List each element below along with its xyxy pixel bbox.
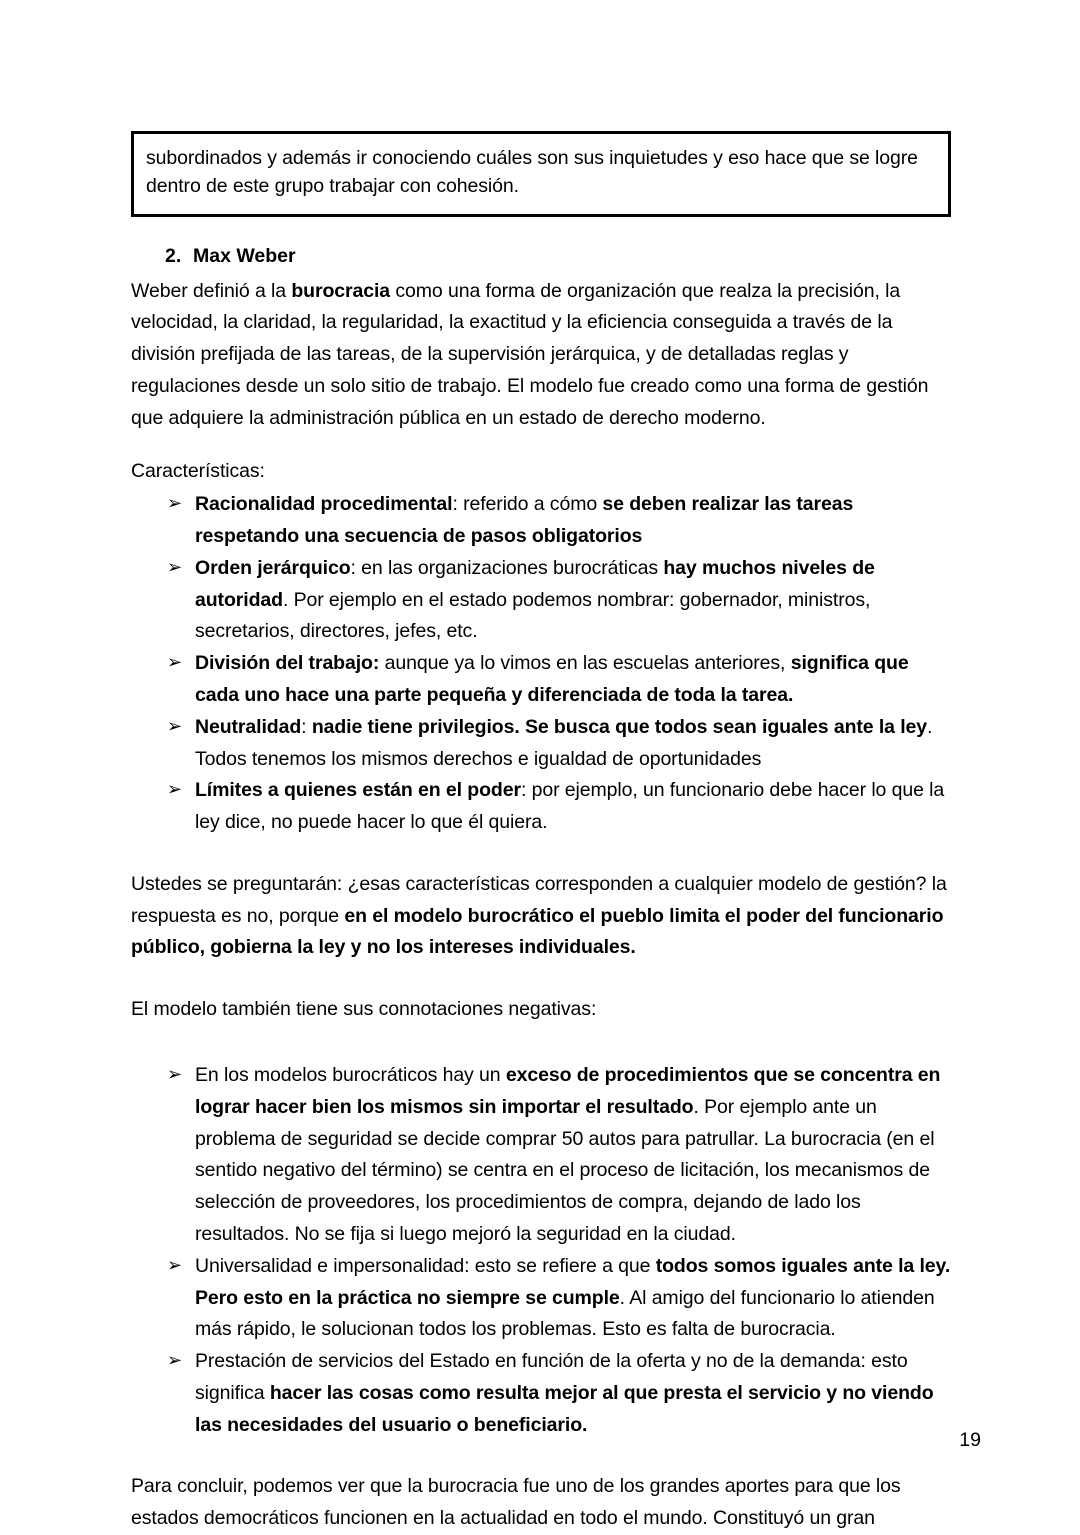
list-item bbox=[131, 489, 951, 553]
arrow-bullet-icon: ➢ bbox=[167, 1064, 182, 1086]
list-item bbox=[131, 775, 951, 839]
closing-paragraph: Para concluir, podemos ver que la burocracia fue uno de los grandes aportes para que los estados democráticos funcionen en la actualidad en todo el mundo. Constituyó un gran bbox=[131, 1475, 901, 1530]
item-bold-2: nadie tiene privilegios. Se busca que todos sean iguales ante la ley bbox=[311, 715, 928, 738]
item-plain-1: Universalidad e impersonalidad: esto se refiere a que bbox=[195, 1254, 656, 1277]
list-item bbox=[131, 1060, 951, 1251]
negatives-list bbox=[131, 1060, 951, 1441]
arrow-bullet-icon: ➢ bbox=[167, 556, 182, 578]
characteristics-label: Características: bbox=[131, 459, 265, 482]
list-item bbox=[131, 712, 951, 776]
arrow-bullet-icon: ➢ bbox=[167, 493, 182, 515]
question-bold-1: en el modelo burocrático el pueblo limita el poder del funcionario público, gobierna la ley y no los intereses individuales. bbox=[131, 904, 944, 959]
item-bold-1: exceso de procedimientos que se concentra en lograr hacer bien los mismos sin importar el resultado bbox=[195, 1064, 941, 1118]
intro-part-2: como una forma de organización que realza la precisión, la velocidad, la claridad, la regularidad, la exactitud y la eficiencia conseguida a través de la división prefijada de las tareas, de la supervisión jerárquica, y de detalladas reglas y regulaciones desde un solo sitio de trabajo. El modelo fue creado como una forma de gestión que adquiere la administración pública en un estado de derecho moderno. bbox=[131, 279, 929, 429]
callout-box bbox=[131, 131, 951, 217]
item-bold-2: se deben realizar las tareas respetando una secuencia de pasos obligatorios bbox=[195, 493, 854, 548]
arrow-bullet-icon: ➢ bbox=[167, 1254, 182, 1276]
item-bold-1: todos somos iguales ante la ley. Pero esto en la práctica no siempre se cumple bbox=[195, 1254, 951, 1309]
list-item bbox=[131, 553, 951, 648]
question-plain-1: Ustedes se preguntarán: ¿esas características corresponden a cualquier modelo de gestión? la respuesta es no, porque bbox=[131, 872, 947, 927]
item-plain-2: . Por ejemplo ante un problema de seguridad se decide comprar 50 autos para patrullar. La burocracia (en el sentido negativo del término) se centra en el proceso de licitación, los mecanismos de selección de proveedores, los procedimientos de compra, dejando de lado los resultados. No se fija si luego mejoró la seguridad en la ciudad. bbox=[195, 1095, 935, 1245]
arrow-bullet-icon: ➢ bbox=[167, 779, 182, 801]
item-bold-lead: Límites a quienes están en el poder bbox=[195, 779, 521, 802]
item-plain-1: : referido a cómo bbox=[452, 493, 603, 516]
arrow-bullet-icon: ➢ bbox=[167, 652, 182, 674]
item-plain-1: Prestación de servicios del Estado en función de la oferta y no de la demanda: esto significa bbox=[195, 1350, 908, 1404]
characteristics-list bbox=[131, 489, 951, 839]
item-bold-2: significa que cada uno hace una parte pequeña y diferenciada de toda la tarea. bbox=[195, 652, 909, 706]
arrow-bullet-icon: ➢ bbox=[167, 1350, 182, 1372]
item-bold-2: hay muchos niveles de autoridad bbox=[195, 556, 875, 611]
callout-text: subordinados y además ir conociendo cuáles son sus inquietudes y eso hace que se logre dentro de este grupo trabajar con cohesión. bbox=[146, 147, 918, 197]
item-plain-1: : bbox=[301, 715, 312, 738]
item-plain-2: . Todos tenemos los mismos derechos e igualdad de oportunidades bbox=[195, 715, 933, 770]
item-plain-1: : en las organizaciones burocráticas bbox=[350, 556, 664, 579]
item-bold-lead: Racionalidad procedimental bbox=[195, 493, 453, 516]
list-item bbox=[131, 1251, 951, 1346]
item-plain-1: aunque ya lo vimos en las escuelas anteriores, bbox=[379, 652, 791, 675]
negatives-label: El modelo también tiene sus connotaciones negativas: bbox=[131, 998, 597, 1021]
item-bold-lead: Neutralidad bbox=[195, 715, 302, 738]
intro-part-1: Weber definió a la bbox=[131, 279, 292, 302]
item-plain-2: . Al amigo del funcionario lo atienden más rápido, le solucionan todos los problemas. Esto es falta de burocracia. bbox=[195, 1286, 935, 1341]
item-bold-lead: Orden jerárquico bbox=[195, 556, 351, 579]
list-item bbox=[131, 648, 951, 712]
item-plain-2: . Por ejemplo en el estado podemos nombrar: gobernador, ministros, secretarios, directores, jefes, etc. bbox=[195, 588, 871, 643]
item-bold-1: hacer las cosas como resulta mejor al que presta el servicio y no viendo las necesidades del usuario o beneficiario. bbox=[195, 1381, 934, 1436]
page-number: 19 bbox=[959, 1429, 981, 1451]
item-plain-1: En los modelos burocráticos hay un bbox=[195, 1064, 506, 1087]
question-paragraph bbox=[131, 869, 951, 964]
item-plain-1: : por ejemplo, un funcionario debe hacer lo que la ley dice, no puede hacer lo que él quiera. bbox=[195, 779, 945, 834]
intro-paragraph bbox=[131, 276, 951, 435]
arrow-bullet-icon: ➢ bbox=[167, 715, 182, 737]
section-heading bbox=[131, 242, 951, 271]
item-bold-lead: División del trabajo: bbox=[195, 652, 380, 675]
page-content bbox=[131, 131, 951, 1535]
section-heading-title: Max Weber bbox=[193, 245, 296, 268]
intro-bold-burocracia: burocracia bbox=[291, 279, 391, 302]
section-heading-number: 2. bbox=[165, 245, 182, 268]
list-item bbox=[131, 1346, 951, 1441]
